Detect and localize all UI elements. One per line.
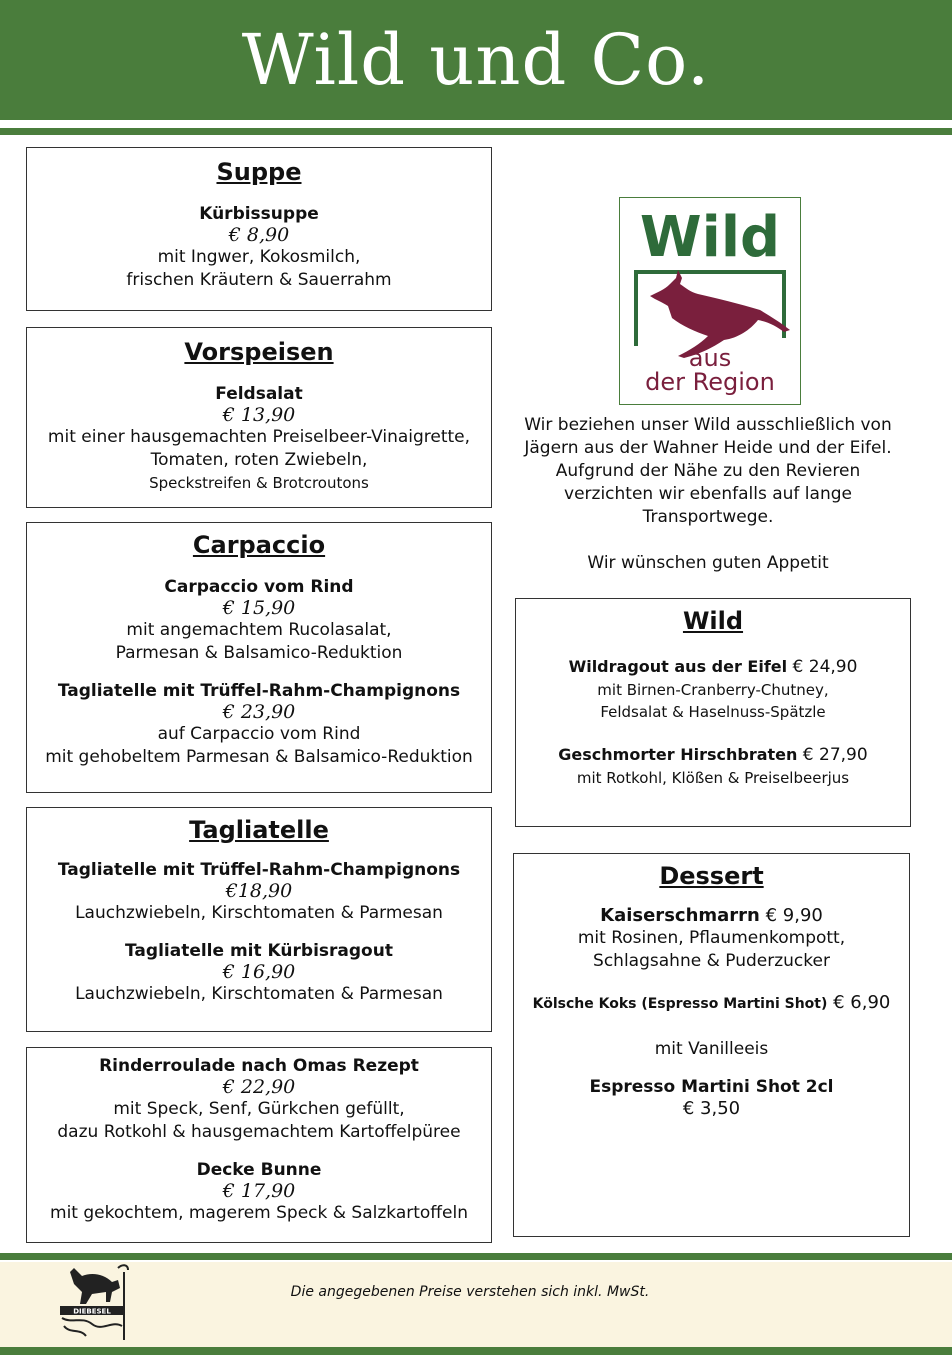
dish-price: € 22,90 xyxy=(222,1076,296,1098)
section-hauptgerichte xyxy=(26,1047,492,1243)
intro-text xyxy=(508,414,908,575)
section-title: Dessert xyxy=(659,862,764,890)
dish-price: € 24,90 xyxy=(792,657,858,677)
logo-word: Wild xyxy=(639,205,781,270)
dish-description: Lauchzwiebeln, Kirschtomaten & Parmesan xyxy=(75,903,443,923)
dish-name: Tagliatelle mit Kürbisragout xyxy=(125,941,393,961)
dish-price: € 9,90 xyxy=(765,905,823,926)
dish-price: € 27,90 xyxy=(802,745,868,765)
dish-description: Lauchzwiebeln, Kirschtomaten & Parmesan xyxy=(75,984,443,1004)
dish-name: Rinderroulade nach Omas Rezept xyxy=(99,1056,419,1076)
dish-name: Wildragout aus der Eifel xyxy=(568,657,788,676)
dish-description: dazu Rotkohl & hausgemachtem Kartoffelpüree xyxy=(57,1122,461,1142)
dish-description: mit angemachtem Rucolasalat, xyxy=(126,620,392,640)
dish-description: Schlagsahne & Puderzucker xyxy=(593,951,830,971)
intro-line: Wir beziehen unser Wild ausschließlich von xyxy=(524,415,892,435)
intro-greeting: Wir wünschen guten Appetit xyxy=(587,553,829,573)
dish-price: € 8,90 xyxy=(228,224,290,246)
dish-name: Feldsalat xyxy=(215,384,303,404)
dish-name: Geschmorter Hirschbraten xyxy=(558,745,798,764)
section-title: Tagliatelle xyxy=(189,816,329,844)
dish-name: Carpaccio vom Rind xyxy=(164,577,354,597)
section-title: Vorspeisen xyxy=(184,338,334,366)
section-carpaccio xyxy=(26,522,492,793)
dish-description: frischen Kräutern & Sauerrahm xyxy=(126,270,392,290)
section-dessert xyxy=(513,853,910,1237)
dish-description: Parmesan & Balsamico-Reduktion xyxy=(115,643,403,663)
footer xyxy=(0,1262,952,1347)
dish-price: € 17,90 xyxy=(222,1180,296,1202)
section-title: Carpaccio xyxy=(192,531,326,559)
header-rule xyxy=(0,128,952,135)
dish-description: mit Birnen-Cranberry-Chutney, xyxy=(597,681,829,699)
dish-price: € 15,90 xyxy=(222,597,296,619)
dish-description: mit Ingwer, Kokosmilch, xyxy=(157,247,361,267)
intro-line: verzichten wir ebenfalls auf lange xyxy=(564,484,852,504)
dish-description: mit gekochtem, magerem Speck & Salzkartoffeln xyxy=(50,1203,468,1223)
dish-description: mit gehobeltem Parmesan & Balsamico-Reduktion xyxy=(45,747,473,767)
dish-name: Tagliatelle mit Trüffel-Rahm-Champignons xyxy=(57,681,461,701)
dish-name: Tagliatelle mit Trüffel-Rahm-Champignons xyxy=(57,860,461,880)
dish-name: Decke Bunne xyxy=(196,1160,322,1180)
donkey-emblem-icon xyxy=(52,1262,132,1342)
section-title: Wild xyxy=(682,607,744,635)
dish-price: € 16,90 xyxy=(222,961,296,983)
wild-aus-der-region-logo xyxy=(619,197,801,405)
footer-rule-top xyxy=(0,1253,952,1260)
dish-name: Espresso Martini Shot 2cl xyxy=(589,1077,834,1097)
header-banner xyxy=(0,0,952,120)
emblem-text: DIEBESEL xyxy=(73,1307,111,1316)
dish-name: Kölsche Koks (Espresso Martini Shot) xyxy=(532,996,828,1012)
dish-price: € 23,90 xyxy=(222,701,296,723)
dish-price: € 6,90 xyxy=(833,992,891,1013)
intro-line: Aufgrund der Nähe zu den Revieren xyxy=(555,461,861,481)
dish-description: mit Vanilleeis xyxy=(654,1039,769,1059)
dish-description: mit einer hausgemachten Preiselbeer-Vinaigrette, xyxy=(47,427,471,447)
section-wild xyxy=(515,598,911,827)
section-vorspeisen xyxy=(26,327,492,508)
dish-price: €18,90 xyxy=(225,880,293,902)
intro-line: Transportwege. xyxy=(642,507,774,527)
dish-description: Tomaten, roten Zwiebeln, xyxy=(150,450,368,470)
logo-line: der Region xyxy=(645,368,775,396)
dish-name: Kürbissuppe xyxy=(199,204,319,224)
logo-line: aus xyxy=(688,344,732,372)
section-tagliatelle xyxy=(26,807,492,1032)
price-footnote: Die angegebenen Preise verstehen sich inkl. MwSt. xyxy=(290,1284,650,1300)
dish-description: mit Speck, Senf, Gürkchen gefüllt, xyxy=(113,1099,405,1119)
intro-line: Jägern aus der Wahner Heide und der Eifel. xyxy=(524,438,892,458)
dish-description: Feldsalat & Haselnuss-Spätzle xyxy=(600,703,826,721)
dish-name: Kaiserschmarrn xyxy=(600,905,760,926)
footer-rule-bottom xyxy=(0,1347,952,1355)
page-title: Wild und Co. xyxy=(241,19,711,101)
section-title: Suppe xyxy=(216,158,302,186)
dish-description: Speckstreifen & Brotcroutons xyxy=(149,474,369,492)
dish-price: € 13,90 xyxy=(222,404,296,426)
deer-logo-icon xyxy=(620,198,800,404)
dish-description: mit Rosinen, Pflaumenkompott, xyxy=(577,928,846,948)
dish-description: mit Rotkohl, Klößen & Preiselbeerjus xyxy=(576,769,850,787)
section-suppe xyxy=(26,147,492,311)
dish-description: auf Carpaccio vom Rind xyxy=(157,724,361,744)
dish-price: € 3,50 xyxy=(682,1098,741,1119)
